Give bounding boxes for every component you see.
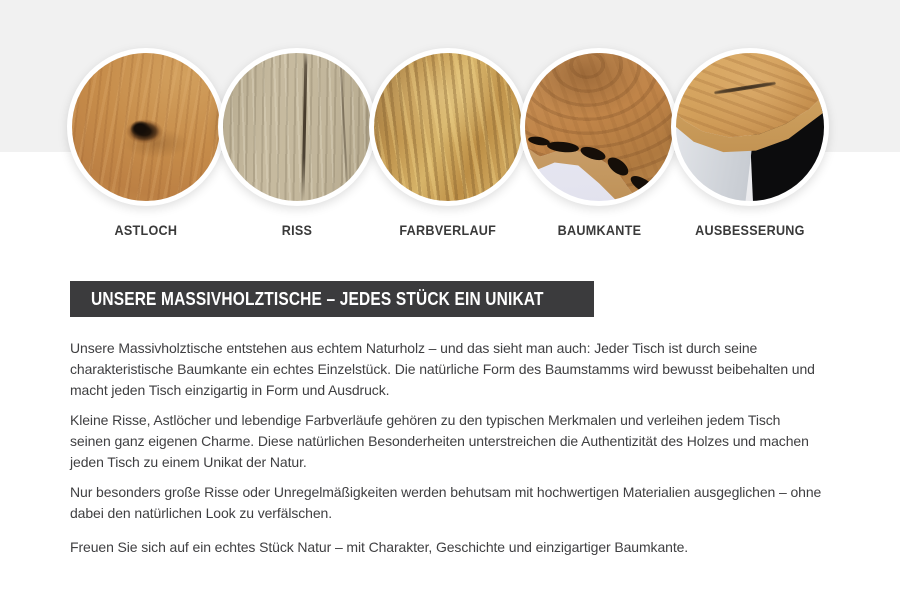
live-edge-photo bbox=[525, 53, 673, 201]
feature-circles-row bbox=[0, 48, 900, 258]
body-paragraph: Kleine Risse, Astlöcher und lebendige Farbverläufe gehören zu den typischen Merkmalen und verleihen jedem Tisch seinen ganz eigenen Charme. Diese natürlichen Besonderheiten unterstreichen die Authentizität des Holzes und machen jeden Tisch zu einem Unikat der Natur. bbox=[70, 412, 809, 470]
crack-line bbox=[301, 53, 307, 201]
body-paragraph: Nur besonders große Risse oder Unregelmäßigkeiten werden behutsam mit hochwertigen Materialien ausgeglichen – ohne dabei den natürlichen Look zu verfälschen. bbox=[70, 484, 822, 521]
feature-label-astloch: ASTLOCH bbox=[114, 222, 178, 238]
feature-baumkante bbox=[520, 48, 678, 238]
section-heading: UNSERE MASSIVHOLZTISCHE – JEDES STÜCK EIN UNIKAT bbox=[91, 288, 544, 309]
feature-riss bbox=[218, 48, 376, 238]
wood-knot-photo bbox=[72, 53, 220, 201]
feature-astloch bbox=[67, 48, 225, 238]
body-paragraph: Unsere Massivholztische entstehen aus echtem Naturholz – und das sieht man auch: Jeder Tisch ist durch seine charakteristische Baumkante ein echtes Einzelstück. Die natürliche Form des Baumstamms wird bewusst beibehalten und macht jeden Tisch einzigartig in Form und Ausdruck. bbox=[70, 340, 815, 398]
repaired-table-corner-photo bbox=[676, 53, 824, 201]
feature-label-riss: RISS bbox=[281, 222, 313, 238]
circle-frame bbox=[369, 48, 527, 206]
feature-label-baumkante: BAUMKANTE bbox=[557, 222, 641, 238]
feature-ausbesserung bbox=[671, 48, 829, 238]
body-paragraph: Freuen Sie sich auf ein echtes Stück Natur – mit Charakter, Geschichte und einzigartiger Baumkante. bbox=[70, 539, 689, 555]
repaired-crack-line bbox=[715, 81, 777, 95]
circle-frame bbox=[67, 48, 225, 206]
section-heading-bar bbox=[70, 281, 594, 317]
crack-line-faint bbox=[339, 53, 349, 201]
circle-frame bbox=[671, 48, 829, 206]
wood-crack-photo bbox=[223, 53, 371, 201]
feature-label-farbverlauf: FARBVERLAUF bbox=[399, 222, 497, 238]
circle-frame bbox=[218, 48, 376, 206]
wood-color-gradient-photo bbox=[374, 53, 522, 201]
feature-farbverlauf bbox=[369, 48, 527, 238]
circle-frame bbox=[520, 48, 678, 206]
feature-label-ausbesserung: AUSBESSERUNG bbox=[695, 222, 805, 238]
body-copy bbox=[70, 338, 822, 558]
